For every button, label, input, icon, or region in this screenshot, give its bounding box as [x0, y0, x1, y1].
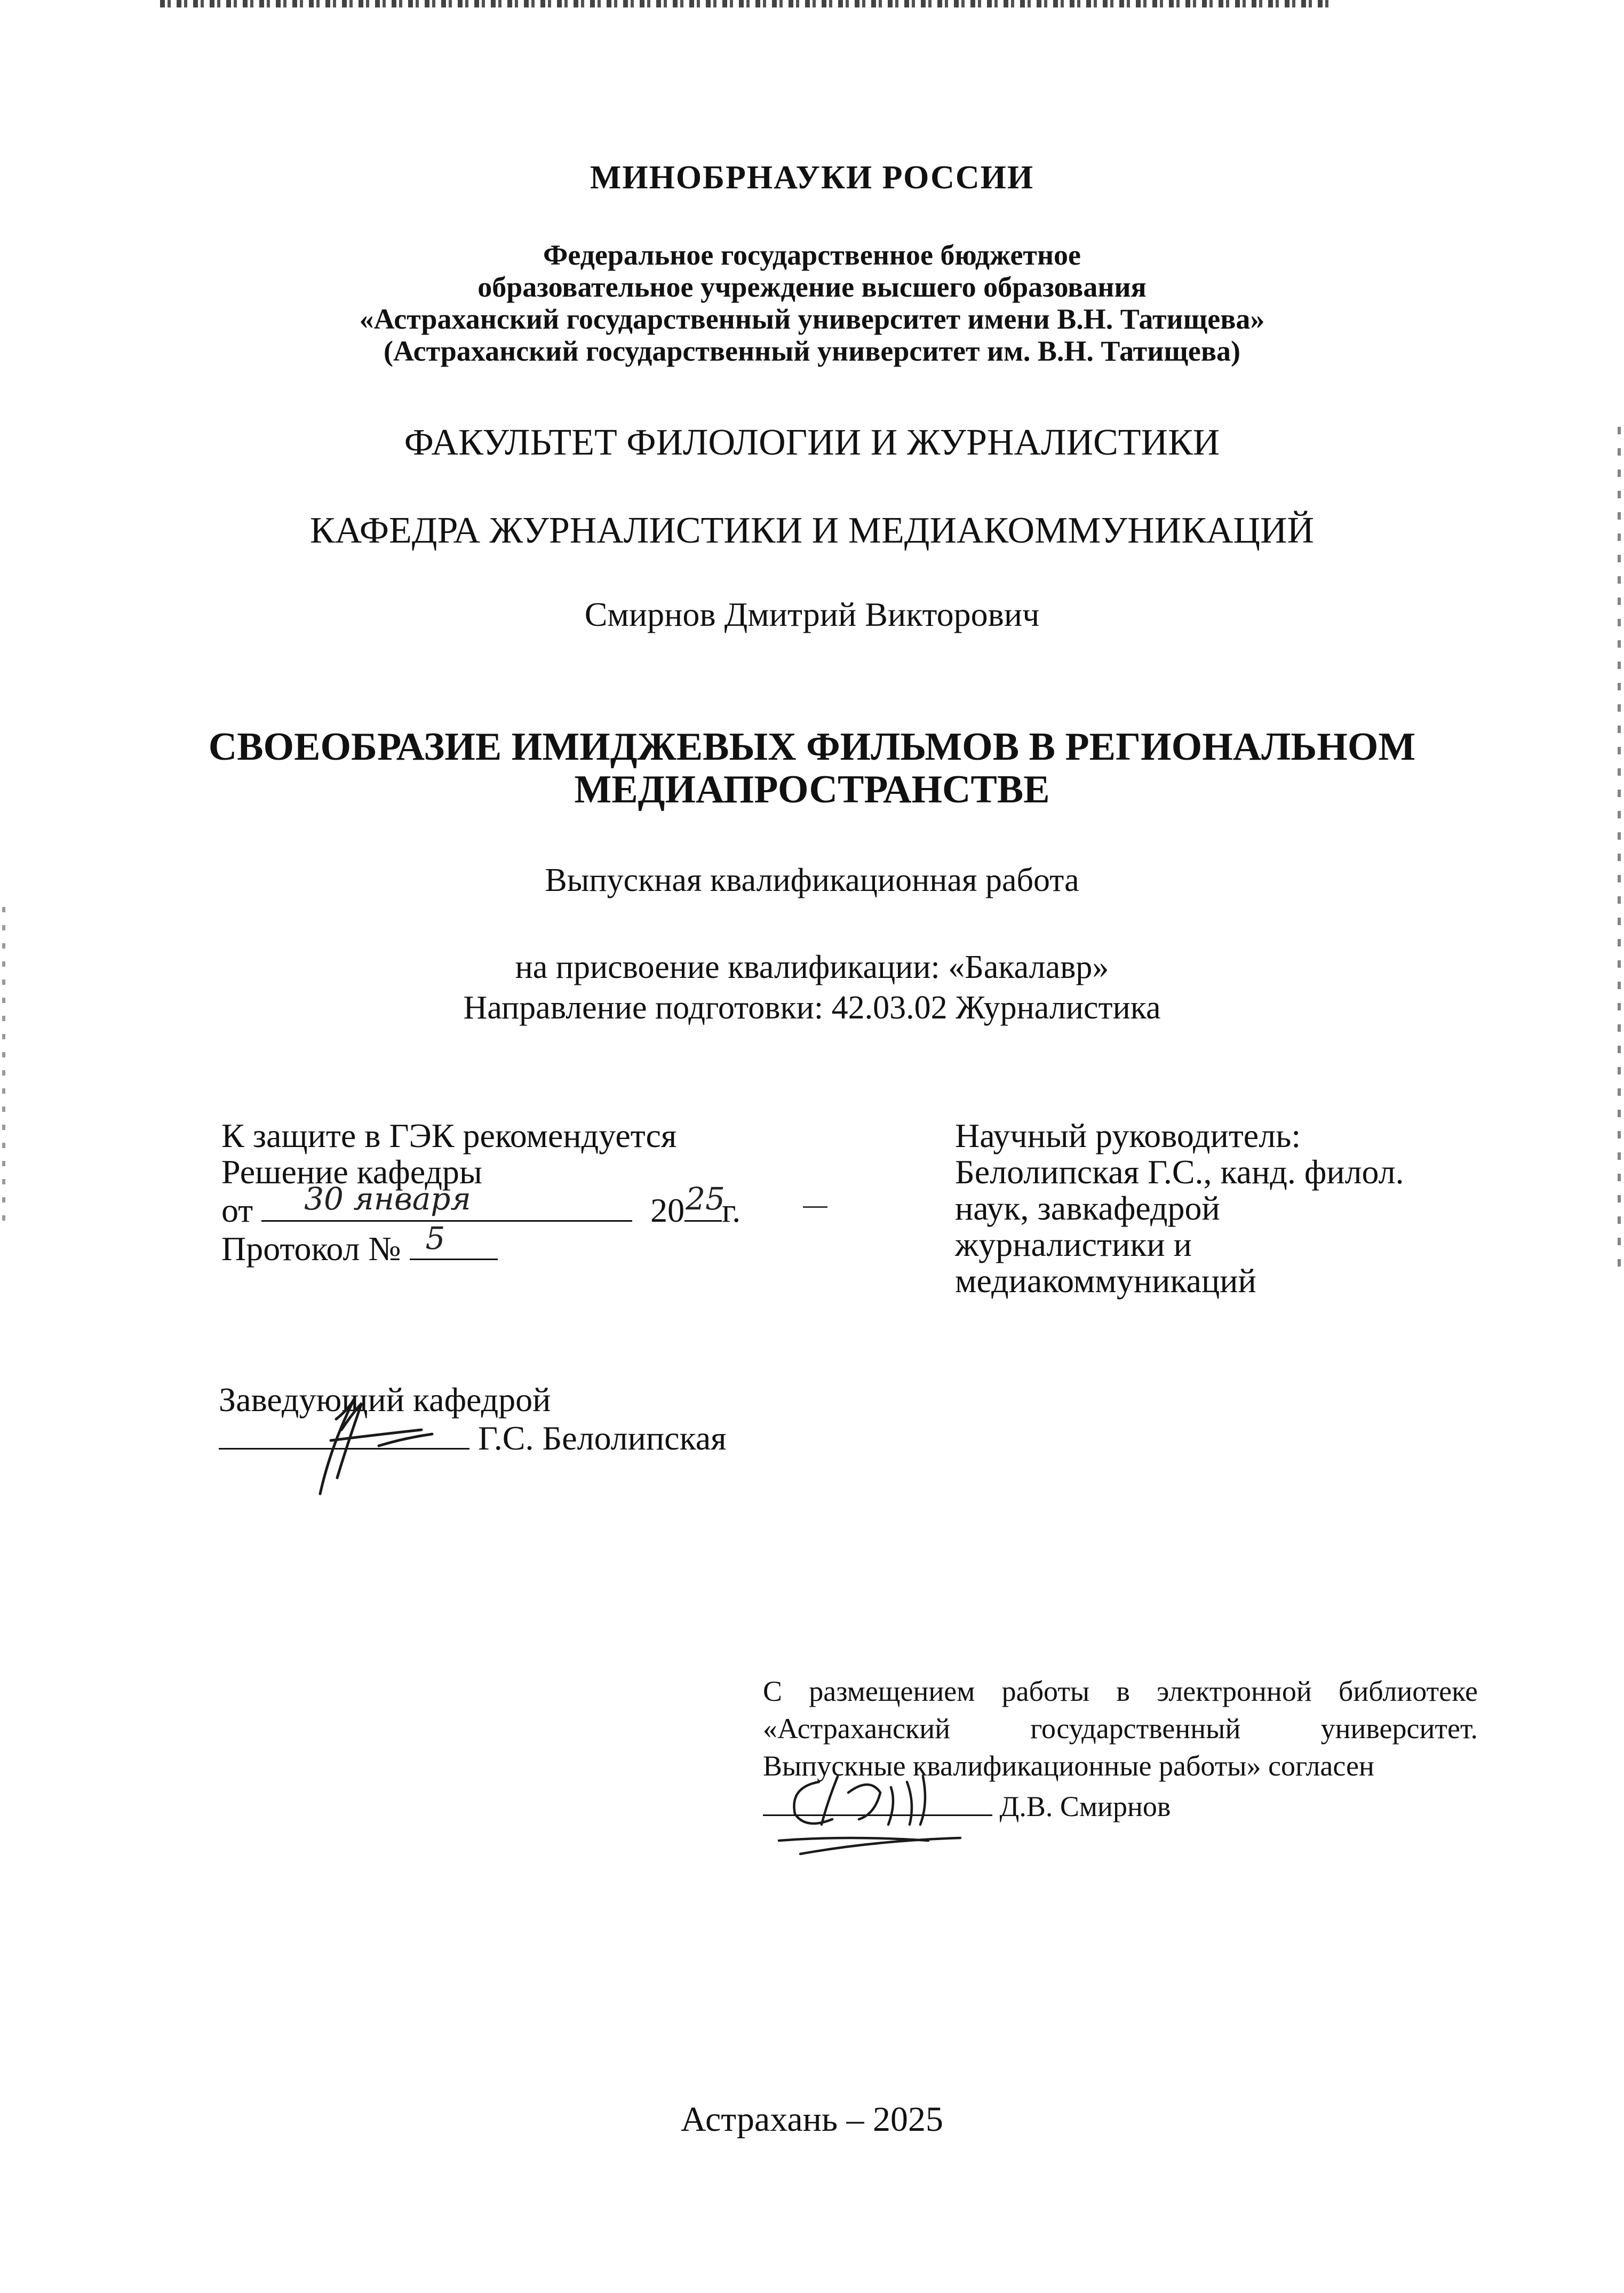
- student-signature: [768, 1745, 992, 1867]
- scan-edge-top: [160, 0, 1334, 7]
- protocol-handwritten: 5: [425, 1220, 445, 1256]
- date-field: [261, 1181, 632, 1222]
- author-name: Смирнов Дмитрий Викторович: [584, 595, 1040, 633]
- year-field: [684, 1181, 725, 1222]
- date-handwritten: 30 января: [304, 1181, 471, 1217]
- qualification: на присвоение квалификации: «Бакалавр»: [515, 949, 1109, 985]
- year-handwritten: 25: [686, 1181, 725, 1217]
- qualification-block: [0, 947, 1624, 1028]
- org-line: образовательное учреждение высшего образования: [477, 271, 1147, 303]
- supervisor-line: медиакоммуникаций: [955, 1262, 1256, 1300]
- head-signature: [299, 1366, 469, 1504]
- head-of-department-block: [219, 1382, 727, 1456]
- faculty-name: ФАКУЛЬТЕТ ФИЛОЛОГИИ И ЖУРНАЛИСТИКИ: [404, 422, 1220, 463]
- ministry-heading: МИНОБРНАУКИ РОССИИ: [590, 160, 1034, 196]
- supervisor-line: наук, завкафедрой: [955, 1189, 1220, 1227]
- head-label: Заведующий кафедрой: [219, 1381, 551, 1419]
- year-suffix: г.: [722, 1191, 741, 1229]
- defense-block: [221, 1118, 741, 1267]
- supervisor-line: журналистики и: [955, 1225, 1192, 1263]
- scan-edge-right: [1618, 427, 1621, 1280]
- year-prefix: 20: [650, 1191, 685, 1229]
- org-line: «Астраханский государственный университет имени В.Н. Татищева»: [359, 303, 1265, 335]
- from-label: от: [221, 1191, 253, 1229]
- head-signature-line: [219, 1418, 727, 1456]
- title-line: МЕДИАПРОСТРАНСТВЕ: [574, 768, 1050, 811]
- defense-recommend: К защите в ГЭК рекомендуется: [221, 1117, 677, 1155]
- org-line: (Астраханский государственный университет им. В.Н. Татищева): [383, 335, 1241, 367]
- protocol-line: [221, 1220, 741, 1268]
- protocol-field: [410, 1220, 498, 1260]
- city-year: Астрахань – 2025: [680, 2100, 944, 2139]
- supervisor-label: Научный руководитель:: [955, 1117, 1301, 1155]
- protocol-label: Протокол №: [221, 1230, 401, 1268]
- organization-name: [0, 239, 1624, 367]
- study-direction: Направление подготовки: 42.03.02 Журналистика: [463, 990, 1161, 1026]
- supervisor-line: Белолипская Г.С., канд. филол.: [955, 1153, 1404, 1191]
- decision-date-line: [221, 1181, 741, 1229]
- title-line: СВОЕОБРАЗИЕ ИМИДЖЕВЫХ ФИЛЬМОВ В РЕГИОНАЛЬНОМ: [208, 725, 1416, 769]
- department-decision: Решение кафедры: [221, 1153, 482, 1191]
- stray-mark: [803, 1206, 827, 1208]
- supervisor-block: [955, 1118, 1515, 1299]
- head-name: Г.С. Белолипская: [478, 1419, 727, 1457]
- org-line: Федеральное государственное бюджетное: [543, 239, 1081, 271]
- work-type: Выпускная квалификационная работа: [545, 862, 1079, 898]
- thesis-title: [0, 726, 1624, 811]
- consent-text: С размещением работы в электронной библиотеке «Астраханский государственный университет. Выпускные квалификационные работы» согласен: [763, 1675, 1478, 1782]
- department-name: КАФЕДРА ЖУРНАЛИСТИКИ И МЕДИАКОММУНИКАЦИЙ: [309, 510, 1315, 551]
- consent-name: Д.В. Смирнов: [999, 1790, 1171, 1822]
